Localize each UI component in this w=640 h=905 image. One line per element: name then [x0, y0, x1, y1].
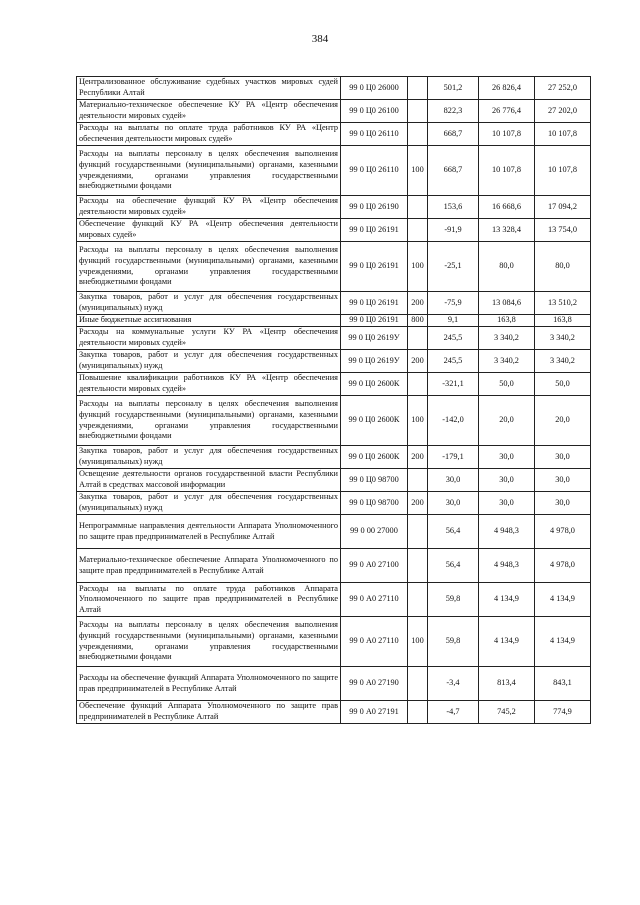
row-change-cell: 153,6 [428, 196, 479, 219]
row-name-cell: Закупка товаров, работ и услуг для обеспечения государственных (муниципальных) нужд [77, 350, 341, 373]
row-change-cell: 668,7 [428, 123, 479, 146]
row-amount-2-cell: 774,9 [535, 701, 591, 724]
table-row [77, 583, 591, 617]
row-kind-cell [408, 549, 428, 583]
row-kind-cell: 200 [408, 292, 428, 315]
row-kind-cell: 200 [408, 446, 428, 469]
table-row [77, 549, 591, 583]
table-row [77, 146, 591, 196]
table-row [77, 292, 591, 315]
row-name-cell: Расходы на выплаты по оплате труда работников Аппарата Уполномоченного по защите прав предпринимателей в Республике Алтай [77, 583, 341, 617]
row-amount-1-cell: 20,0 [479, 396, 535, 446]
row-name-cell: Закупка товаров, работ и услуг для обеспечения государственных (муниципальных) нужд [77, 446, 341, 469]
row-code-cell: 99 0 Ц0 26191 [341, 292, 408, 315]
row-amount-1-cell: 4 134,9 [479, 583, 535, 617]
table-row [77, 469, 591, 492]
table-row [77, 446, 591, 469]
row-name-cell: Иные бюджетные ассигнования [77, 315, 341, 327]
row-amount-2-cell: 27 252,0 [535, 77, 591, 100]
row-change-cell: 30,0 [428, 492, 479, 515]
row-code-cell: 99 0 Ц0 26191 [341, 242, 408, 292]
row-change-cell: -142,0 [428, 396, 479, 446]
row-amount-1-cell: 4 948,3 [479, 515, 535, 549]
row-change-cell: -321,1 [428, 373, 479, 396]
row-name-cell: Материально-техническое обеспечение КУ РА «Центр обеспечения деятельности мировых судей» [77, 100, 341, 123]
row-amount-2-cell: 4 978,0 [535, 549, 591, 583]
row-name-cell: Обеспечение функций КУ РА «Центр обеспечения деятельности мировых судей» [77, 219, 341, 242]
row-kind-cell [408, 219, 428, 242]
row-kind-cell: 200 [408, 492, 428, 515]
row-code-cell: 99 0 00 27000 [341, 515, 408, 549]
row-amount-2-cell: 30,0 [535, 492, 591, 515]
table-row [77, 242, 591, 292]
row-kind-cell [408, 583, 428, 617]
row-amount-2-cell: 17 094,2 [535, 196, 591, 219]
row-amount-2-cell: 13 754,0 [535, 219, 591, 242]
row-amount-1-cell: 4 134,9 [479, 617, 535, 667]
row-code-cell: 99 0 Ц0 2600К [341, 373, 408, 396]
table-row [77, 196, 591, 219]
row-amount-1-cell: 50,0 [479, 373, 535, 396]
table-row [77, 219, 591, 242]
row-name-cell: Освещение деятельности органов государственной власти Республики Алтай в средствах массовой информации [77, 469, 341, 492]
row-kind-cell [408, 701, 428, 724]
row-code-cell: 99 0 Ц0 2600К [341, 446, 408, 469]
row-code-cell: 99 0 Ц0 26110 [341, 146, 408, 196]
row-amount-2-cell: 30,0 [535, 469, 591, 492]
row-code-cell: 99 0 А0 27110 [341, 617, 408, 667]
row-name-cell: Расходы на коммунальные услуги КУ РА «Центр обеспечения деятельности мировых судей» [77, 327, 341, 350]
row-change-cell: 56,4 [428, 549, 479, 583]
table-row [77, 350, 591, 373]
table-row [77, 515, 591, 549]
row-amount-2-cell: 20,0 [535, 396, 591, 446]
row-kind-cell [408, 469, 428, 492]
table-row [77, 315, 591, 327]
row-amount-2-cell: 3 340,2 [535, 327, 591, 350]
row-change-cell: 501,2 [428, 77, 479, 100]
row-change-cell: -75,9 [428, 292, 479, 315]
table-row [77, 492, 591, 515]
row-amount-2-cell: 3 340,2 [535, 350, 591, 373]
row-code-cell: 99 0 Ц0 26110 [341, 123, 408, 146]
row-amount-2-cell: 4 978,0 [535, 515, 591, 549]
row-kind-cell [408, 77, 428, 100]
row-amount-2-cell: 10 107,8 [535, 146, 591, 196]
row-change-cell: 59,8 [428, 617, 479, 667]
row-code-cell: 99 0 Ц0 26100 [341, 100, 408, 123]
row-amount-2-cell: 27 202,0 [535, 100, 591, 123]
row-amount-1-cell: 3 340,2 [479, 327, 535, 350]
row-name-cell: Расходы на выплаты персоналу в целях обеспечения выполнения функций государственными (муниципальными) органами, казенными учреждениями, органами управления государственными внебюджетными фондами [77, 396, 341, 446]
table-row [77, 100, 591, 123]
row-name-cell: Расходы на обеспечение функций Аппарата Уполномоченного по защите прав предпринимателей в Республике Алтай [77, 667, 341, 701]
table-body [77, 77, 591, 724]
table-row [77, 327, 591, 350]
row-amount-2-cell: 30,0 [535, 446, 591, 469]
row-amount-1-cell: 30,0 [479, 492, 535, 515]
row-amount-1-cell: 813,4 [479, 667, 535, 701]
row-change-cell: 59,8 [428, 583, 479, 617]
row-code-cell: 99 0 Ц0 98700 [341, 469, 408, 492]
row-amount-2-cell: 4 134,9 [535, 617, 591, 667]
row-name-cell: Расходы на обеспечение функций КУ РА «Центр обеспечения деятельности мировых судей» [77, 196, 341, 219]
row-change-cell: 9,1 [428, 315, 479, 327]
row-amount-1-cell: 80,0 [479, 242, 535, 292]
row-kind-cell: 200 [408, 350, 428, 373]
row-code-cell: 99 0 Ц0 26191 [341, 219, 408, 242]
row-change-cell: 56,4 [428, 515, 479, 549]
row-name-cell: Расходы на выплаты по оплате труда работников КУ РА «Центр обеспечения деятельности мировых судей» [77, 123, 341, 146]
table-row [77, 396, 591, 446]
row-name-cell: Закупка товаров, работ и услуг для обеспечения государственных (муниципальных) нужд [77, 492, 341, 515]
row-change-cell: 245,5 [428, 327, 479, 350]
row-name-cell: Повышение квалификации работников КУ РА «Центр обеспечения деятельности мировых судей» [77, 373, 341, 396]
row-amount-1-cell: 13 084,6 [479, 292, 535, 315]
row-code-cell: 99 0 Ц0 98700 [341, 492, 408, 515]
row-code-cell: 99 0 Ц0 26000 [341, 77, 408, 100]
table-row [77, 77, 591, 100]
row-name-cell: Расходы на выплаты персоналу в целях обеспечения выполнения функций государственными (муниципальными) органами, казенными учреждениями, органами управления государственными внебюджетными фондами [77, 242, 341, 292]
table-row [77, 617, 591, 667]
row-amount-1-cell: 4 948,3 [479, 549, 535, 583]
row-change-cell: -179,1 [428, 446, 479, 469]
row-amount-1-cell: 16 668,6 [479, 196, 535, 219]
table-row [77, 123, 591, 146]
row-amount-1-cell: 163,8 [479, 315, 535, 327]
row-amount-1-cell: 30,0 [479, 469, 535, 492]
row-name-cell: Непрограммные направления деятельности Аппарата Уполномоченного по защите прав предпринимателей в Республике Алтай [77, 515, 341, 549]
row-amount-2-cell: 50,0 [535, 373, 591, 396]
row-code-cell: 99 0 Ц0 2619У [341, 350, 408, 373]
page-number: 384 [311, 33, 329, 45]
row-amount-1-cell: 3 340,2 [479, 350, 535, 373]
row-code-cell: 99 0 А0 27191 [341, 701, 408, 724]
row-amount-2-cell: 13 510,2 [535, 292, 591, 315]
row-kind-cell [408, 196, 428, 219]
row-change-cell: 668,7 [428, 146, 479, 196]
row-amount-1-cell: 26 826,4 [479, 77, 535, 100]
row-code-cell: 99 0 А0 27100 [341, 549, 408, 583]
row-change-cell: -91,9 [428, 219, 479, 242]
row-name-cell: Централизованное обслуживание судебных участков мировых судей Республики Алтай [77, 77, 341, 100]
budget-table [76, 76, 591, 724]
row-kind-cell [408, 515, 428, 549]
table-row [77, 701, 591, 724]
row-amount-2-cell: 10 107,8 [535, 123, 591, 146]
table-row [77, 667, 591, 701]
row-change-cell: -25,1 [428, 242, 479, 292]
row-kind-cell [408, 373, 428, 396]
row-change-cell: 822,3 [428, 100, 479, 123]
row-code-cell: 99 0 А0 27190 [341, 667, 408, 701]
row-change-cell: -3,4 [428, 667, 479, 701]
row-change-cell: 30,0 [428, 469, 479, 492]
row-kind-cell [408, 667, 428, 701]
row-amount-1-cell: 26 776,4 [479, 100, 535, 123]
row-name-cell: Расходы на выплаты персоналу в целях обеспечения выполнения функций государственными (муниципальными) органами, казенными учреждениями, органами управления государственными внебюджетными фондами [77, 617, 341, 667]
row-amount-1-cell: 30,0 [479, 446, 535, 469]
row-name-cell: Обеспечение функций Аппарата Уполномоченного по защите прав предпринимателей в Республике Алтай [77, 701, 341, 724]
row-change-cell: -4,7 [428, 701, 479, 724]
row-name-cell: Материально-техническое обеспечение Аппарата Уполномоченного по защите прав предпринимателей в Республике Алтай [77, 549, 341, 583]
row-amount-2-cell: 163,8 [535, 315, 591, 327]
row-code-cell: 99 0 Ц0 26190 [341, 196, 408, 219]
row-code-cell: 99 0 Ц0 26191 [341, 315, 408, 327]
row-amount-2-cell: 80,0 [535, 242, 591, 292]
row-amount-1-cell: 10 107,8 [479, 146, 535, 196]
row-kind-cell: 100 [408, 396, 428, 446]
row-amount-1-cell: 745,2 [479, 701, 535, 724]
row-amount-1-cell: 13 328,4 [479, 219, 535, 242]
row-amount-2-cell: 843,1 [535, 667, 591, 701]
row-amount-2-cell: 4 134,9 [535, 583, 591, 617]
row-code-cell: 99 0 Ц0 2619У [341, 327, 408, 350]
row-name-cell: Расходы на выплаты персоналу в целях обеспечения выполнения функций государственными (муниципальными) органами, казенными учреждениями, органами управления государственными внебюджетными фондами [77, 146, 341, 196]
row-code-cell: 99 0 Ц0 2600К [341, 396, 408, 446]
table-row [77, 373, 591, 396]
row-kind-cell [408, 100, 428, 123]
row-name-cell: Закупка товаров, работ и услуг для обеспечения государственных (муниципальных) нужд [77, 292, 341, 315]
row-kind-cell: 100 [408, 617, 428, 667]
row-kind-cell [408, 327, 428, 350]
row-change-cell: 245,5 [428, 350, 479, 373]
row-kind-cell [408, 123, 428, 146]
row-kind-cell: 100 [408, 242, 428, 292]
row-code-cell: 99 0 А0 27110 [341, 583, 408, 617]
row-kind-cell: 800 [408, 315, 428, 327]
row-amount-1-cell: 10 107,8 [479, 123, 535, 146]
row-kind-cell: 100 [408, 146, 428, 196]
